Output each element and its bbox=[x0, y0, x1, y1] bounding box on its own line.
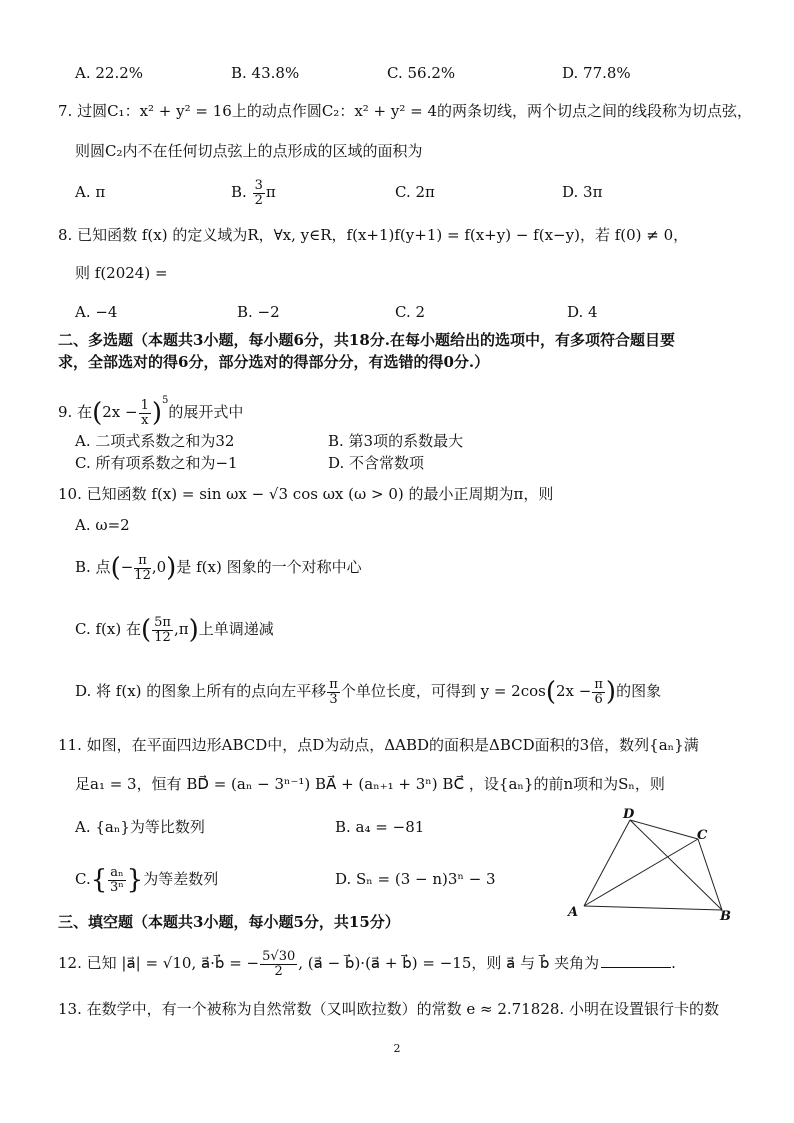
q11-option-a: A. {aₙ}为等比数列 bbox=[75, 818, 205, 836]
q7-option-b-label: B. bbox=[231, 183, 247, 201]
q7-option-c: C. 2π bbox=[395, 183, 435, 201]
q9-stem: 9. 在(2x − $\frac{1}{x}$ )$^5$的展开式中 bbox=[58, 395, 244, 428]
section3-heading: 三、填空题（本题共3小题，每小题5分，共15分） bbox=[58, 913, 400, 931]
page-number: 2 bbox=[393, 1042, 401, 1055]
q10-option-b: B. 点(− $\frac{\pi}{12}$ ,0)是 f(x) 图象的一个对称中心 bbox=[75, 552, 362, 583]
q7-option-b-fraction: $\frac{3}{2}$ bbox=[254, 177, 263, 208]
q8-option-a: A. −4 bbox=[75, 303, 118, 321]
q10-option-d: D. 将 f(x) 的图象上所有的点向左平移 $\frac{\pi}{3}$ 个单位长度，可得到 y = 2cos(2x − $\frac{\pi}{6}$ )的图象 bbox=[75, 676, 662, 707]
q8-option-c: C. 2 bbox=[395, 303, 426, 321]
q8-option-d: D. 4 bbox=[567, 303, 598, 321]
label-b: B bbox=[720, 909, 731, 924]
label-d: D bbox=[623, 807, 635, 822]
section2-heading-line1: 二、多选题（本题共3小题，每小题6分，共18分.在每小题给出的选项中，有多项符合题目要 bbox=[58, 331, 675, 349]
edge-ab bbox=[584, 906, 722, 910]
q8-line1: 8. 已知函数 f(x) 的定义域为R，∀x, y∈R，f(x+1)f(y+1) = f(x+y) − f(x−y)，若 f(0) ≠ 0， bbox=[58, 226, 689, 244]
q11-line2: 足a₁ = 3，恒有 BD⃗ = (aₙ − 3ⁿ⁻¹) BA⃗ + (aₙ₊₁ + 3ⁿ) BC⃗ ，设{aₙ}的前n项和为Sₙ，则 bbox=[75, 775, 665, 793]
q13-line1: 13. 在数学中，有一个被称为自然常数（又叫欧拉数）的常数 e ≈ 2.71828. 小明在设置银行卡的数 bbox=[58, 1000, 719, 1018]
q12-fraction: $\frac{5√30}{2}$ bbox=[262, 948, 296, 979]
q9-fraction: $\frac{1}{x}$ bbox=[140, 397, 149, 428]
label-c: C bbox=[697, 828, 708, 843]
edge-da bbox=[584, 820, 630, 906]
q8-line2: 则 f(2024) = bbox=[75, 264, 168, 282]
q11-option-c-fraction: $\frac{\text{aₙ}}{\text{3ⁿ}}$ bbox=[110, 864, 124, 895]
q12-stem: 12. 已知 |a⃗| = √10, a⃗·b⃗ = − $\frac{5√30}{2}$ , (a⃗ − b⃗)·(a⃗ + b⃗) = −15，则 a⃗ 与 b⃗ 夹角为 . bbox=[58, 948, 676, 979]
q7-option-d: D. 3π bbox=[562, 183, 603, 201]
q6-option-c: C. 56.2% bbox=[387, 64, 456, 82]
diagonal-ac bbox=[584, 839, 698, 906]
edge-bc bbox=[698, 839, 722, 910]
q10-option-d-fraction2: $\frac{\pi}{6}$ bbox=[594, 676, 603, 707]
diagonal-db bbox=[630, 820, 722, 910]
q9-option-a: A. 二项式系数之和为32 bbox=[75, 432, 235, 450]
section2-heading-line2: 求，全部选对的得6分，部分选对的得部分分，有选错的得0分.） bbox=[58, 353, 490, 371]
q7-option-a: A. π bbox=[75, 183, 106, 201]
q11-line1: 11. 如图，在平面四边形ABCD中，点D为动点，ΔABD的面积是ΔBCD面积的3倍，数列{aₙ}满 bbox=[58, 736, 699, 754]
q7-option-b: B. $\frac{3}{2}$ π bbox=[231, 177, 276, 208]
q9-option-c: C. 所有项系数之和为−1 bbox=[75, 454, 238, 472]
q10-option-c: C. f(x) 在( $\frac{5\pi}{12}$ ,π)上单调递减 bbox=[75, 614, 274, 645]
label-a: A bbox=[568, 905, 579, 920]
q6-option-d: D. 77.8% bbox=[562, 64, 631, 82]
q10-option-b-fraction: $\frac{\pi}{12}$ bbox=[134, 552, 151, 583]
q7-line2: 则圆C₂内不在任何切点弦上的点形成的区域的面积为 bbox=[75, 142, 423, 160]
q9-option-b: B. 第3项的系数最大 bbox=[328, 432, 464, 450]
q8-option-b: B. −2 bbox=[237, 303, 280, 321]
q10-stem: 10. 已知函数 f(x) = sin ωx − √3 cos ωx (ω > 0) 的最小正周期为π，则 bbox=[58, 485, 554, 503]
q6-option-b: B. 43.8% bbox=[231, 64, 300, 82]
q10-option-a: A. ω=2 bbox=[75, 516, 130, 534]
q10-option-c-fraction: $\frac{5\pi}{12}$ bbox=[154, 614, 171, 645]
q7-line1: 7. 过圆C₁：x² + y² = 16上的动点作圆C₂：x² + y² = 4的两条切线，两个切点之间的线段称为切点弦， bbox=[58, 102, 753, 120]
q12-answer-blank[interactable] bbox=[601, 953, 671, 968]
q11-option-b: B. a₄ = −81 bbox=[335, 818, 425, 836]
quadrilateral-figure bbox=[560, 802, 750, 924]
q9-option-d: D. 不含常数项 bbox=[328, 454, 425, 472]
q11-option-d: D. Sₙ = (3 − n)3ⁿ − 3 bbox=[335, 870, 496, 888]
q11-option-c: C.{ $\frac{\text{aₙ}}{\text{3ⁿ}}$ }为等差数列 bbox=[75, 864, 219, 895]
q6-option-a: A. 22.2% bbox=[75, 64, 144, 82]
q10-option-d-fraction: $\frac{\pi}{3}$ bbox=[329, 676, 338, 707]
